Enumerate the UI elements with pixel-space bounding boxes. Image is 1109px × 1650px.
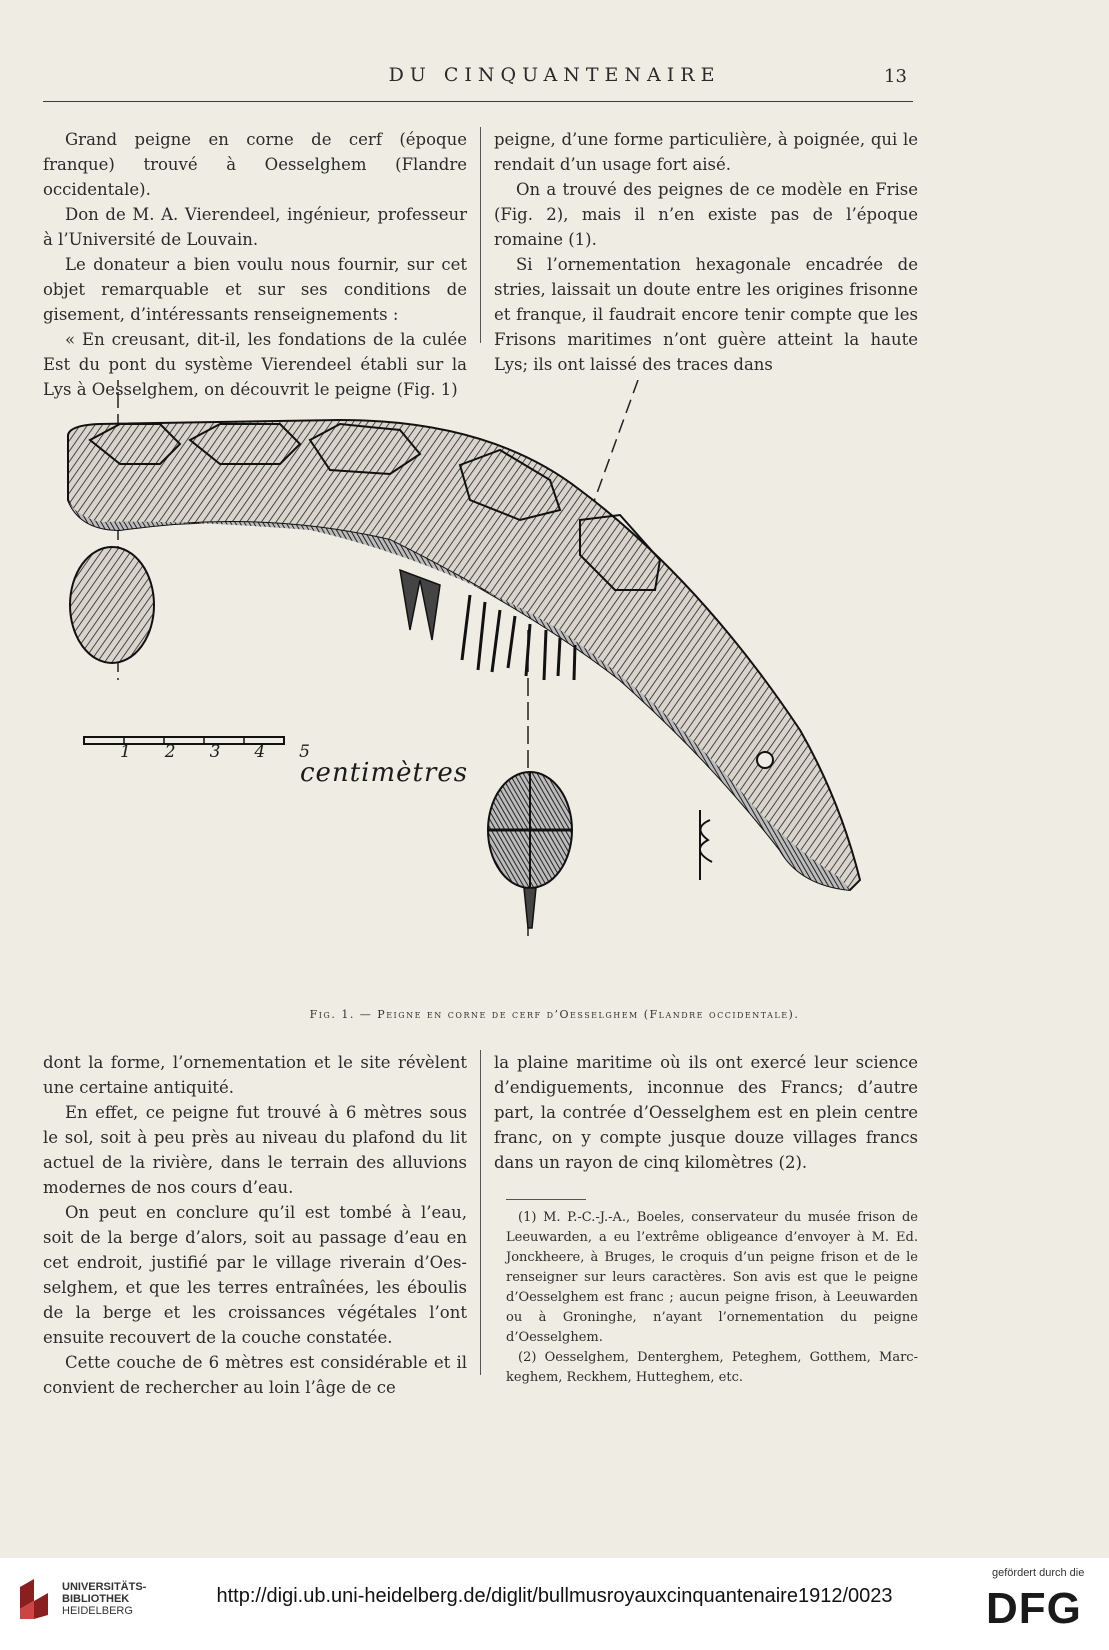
footnote: (1) M. P.-C.-J.-A., Boeles, conservateur du musée frison de Leeuwarden, a eu l’extrême obligeance d’envoyer à M. Ed. Jonckheere, à Bruges, le croquis d’un peigne frison et de le renseigner sur leurs caractères. Son avis est que le peigne d’Oesselghem est franc ; aucun peigne frison, à Leeuwarden ou à Groninghe, n’ayant l’ornementation du peigne d’Oesselghem. [506, 1210, 918, 1345]
paragraph: « En creusant, dit-il, les fondations de la culée Est du pont du système Vierendeel établi sur la Lys à Oesselghem, on découvrit le peigne (Fig. 1) [43, 330, 467, 399]
scale-number: 4 [254, 742, 266, 762]
paragraph: Le donateur a bien voulu nous fournir, sur cet objet remarquable et sur ses conditions de gisement, d’intéressants renseignements : [43, 255, 467, 324]
bottom-right-column [494, 1050, 918, 1175]
scale-number: 3 [209, 742, 221, 762]
funded-by-label: gefördert durch die [992, 1567, 1085, 1579]
scale-number: 5 [299, 742, 310, 762]
header-rule [43, 101, 913, 102]
paragraph: Grand peigne en corne de cerf (époque franque) trouvé à Oesselghem (Flandre occidentale). [43, 130, 467, 199]
paragraph: En effet, ce peigne fut trouvé à 6 mètres sous le sol, soit à peu près au niveau du plafond du lit actuel de la rivière, dans le terrain des alluvions modernes de nos cours d’eau. [43, 1103, 467, 1197]
paragraph: la plaine maritime où ils ont exercé leur science d’endiguements, inconnue des Francs; d’autre part, la contrée d’Oesselghem est en plein centre franc, on y compte jusque douze villages francs dans un rayon de cinq kilomètres (2). [494, 1053, 918, 1172]
paragraph: Cette couche de 6 mètres est considérable et il convient de rechercher au loin l’âge de ce [43, 1353, 467, 1397]
paragraph: On a trouvé des peignes de ce modèle en Frise (Fig. 2), mais il n’en existe pas de l’époque romaine (1). [494, 180, 918, 249]
paragraph: peigne, d’une forme particulière, à poignée, qui le rendait d’un usage fort aisé. [494, 130, 918, 174]
column-rule [480, 1050, 481, 1375]
source-url[interactable]: http://digi.ub.uni-heidelberg.de/diglit/bullmusroyauxcinquantenaire1912/0023 [216, 1585, 893, 1607]
paragraph: On peut en conclure qu’il est tombé à l’eau, soit de la berge d’alors, soit au passage d’eau en cet endroit, justifié par le village riverain d’Oesselghem, et que les terres entraînées, les éboulis de la berge et les croissances végétales l’ont ensuite recouvert de la couche constatée. [43, 1203, 467, 1347]
comb-illustration [60, 380, 920, 1000]
paragraph: Si l’ornementation hexagonale encadrée de stries, laissait un doute entre les origines frisonne et franque, il faudrait encore tenir compte que les Frisons maritimes n’ont guère atteint la haute Lys; ils ont laissé des traces dans [494, 255, 918, 374]
paragraph: dont la forme, l’ornementation et le site révèlent une certaine antiquité. [43, 1053, 467, 1097]
bottom-left-column [43, 1050, 467, 1400]
library-line: HEIDELBERG [62, 1605, 133, 1617]
column-rule [480, 127, 481, 343]
footnote-rule [506, 1199, 586, 1200]
footnotes [506, 1208, 918, 1388]
paragraph: Don de M. A. Vierendeel, ingénieur, professeur à l’Université de Louvain. [43, 205, 467, 249]
top-right-column [494, 127, 918, 377]
scale-number: 1 [120, 742, 131, 762]
footnote: (2) Oesselghem, Denterghem, Peteghem, Gotthem, Marckeghem, Reckhem, Hutteghem, etc. [506, 1350, 918, 1385]
page-number: 13 [884, 66, 907, 87]
dfg-logo: DFG [986, 1584, 1082, 1633]
scale-unit: centimètres [300, 758, 469, 788]
library-line: UNIVERSITÄTS- [62, 1581, 147, 1593]
scale-number: 2 [164, 742, 176, 762]
running-title: DU CINQUANTENAIRE [388, 64, 721, 86]
top-left-column [43, 127, 467, 402]
figure-caption: Fig. 1. — Peigne en corne de cerf d’Oesselghem (Flandre occidentale). [309, 1008, 800, 1021]
scale-numbers [120, 742, 310, 762]
library-line: BIBLIOTHEK [62, 1593, 130, 1605]
